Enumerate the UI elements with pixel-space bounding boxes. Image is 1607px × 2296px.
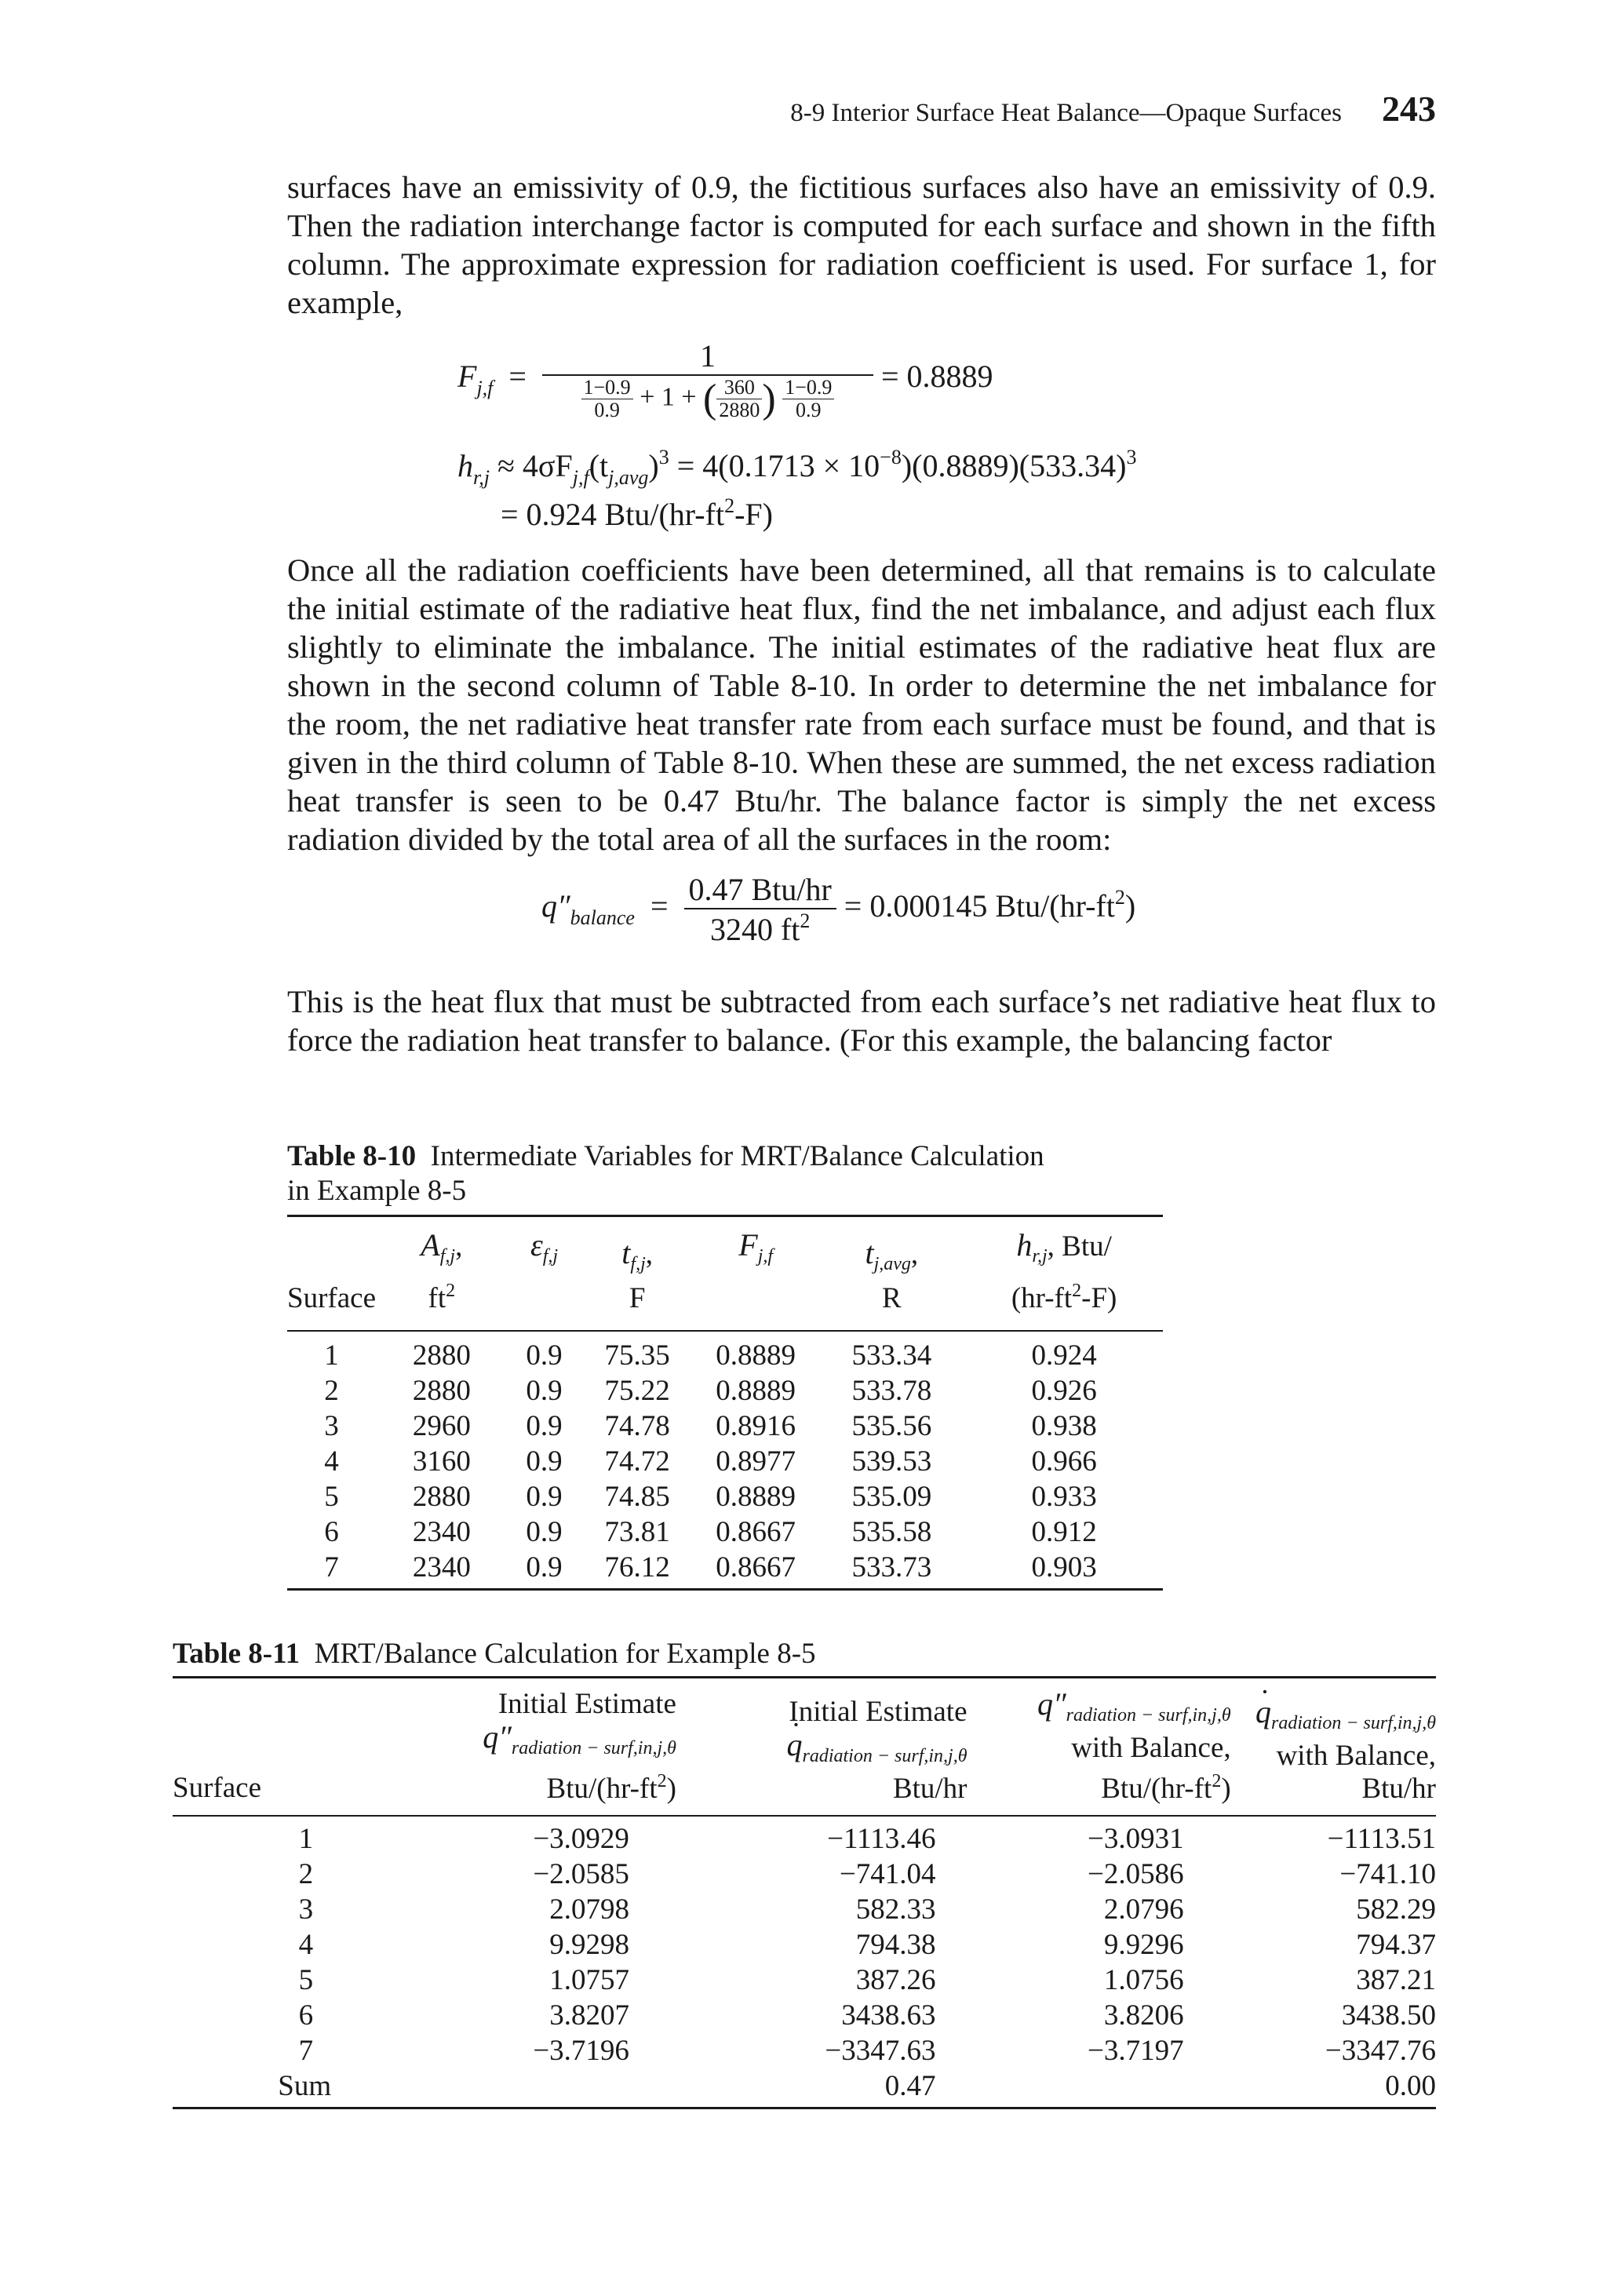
table-cell: 76.12: [604, 1551, 670, 1584]
table-8-10-body: [287, 1338, 1163, 1585]
table-cell: 535.56: [851, 1410, 932, 1442]
equation-result: = 0.924 Btu/$(hr-ft^2-F)$: [501, 494, 773, 532]
table-cell: −3.7196: [533, 2035, 629, 2067]
table-cell: 5: [324, 1481, 339, 1513]
sum-row: [173, 2068, 1436, 2104]
table-cell: 2340: [412, 1551, 471, 1584]
table-cell: 0.966: [1031, 1445, 1097, 1478]
table-row: [287, 1373, 1163, 1409]
table-cell: 0.9: [526, 1375, 563, 1407]
table-cell: 9.9298: [549, 1929, 629, 1961]
table-cell: 6: [324, 1516, 339, 1548]
table-cell: 2.0798: [549, 1893, 629, 1926]
table-cell: −1113.46: [827, 1823, 936, 1855]
table-cell: 0.8916: [716, 1410, 796, 1442]
header-emissivity: $\varepsilon_{f,j}$: [530, 1227, 559, 1266]
table-cell: 0.912: [1031, 1516, 1097, 1548]
table-cell: [967, 2068, 1231, 2104]
table-cell: 582.29: [1356, 1893, 1436, 1926]
table-cell: 535.58: [851, 1516, 932, 1548]
table-cell: −1113.51: [1327, 1823, 1436, 1855]
table-cell: 73.81: [604, 1516, 670, 1548]
table-cell: 74.78: [604, 1410, 670, 1442]
table-cell: 4: [298, 1929, 314, 1961]
table-cell: 75.22: [604, 1375, 670, 1407]
table-8-11-caption: Table 8-11 MRT/Balance Calculation for Example 8-5: [173, 1638, 816, 1670]
header-surface: Surface: [173, 1772, 261, 1804]
running-header: [287, 88, 1436, 135]
table-row: [173, 1927, 1436, 1963]
table-header-row: [173, 1678, 1436, 1813]
table-cell: 1.0757: [549, 1964, 629, 1996]
header-balanced-rate: · $q_{radiation - surf,in,j,\theta}$ with Balance, Btu/hr: [1231, 1678, 1436, 1813]
table-cell: 0.9: [526, 1481, 563, 1513]
table-cell: −2.0585: [533, 1858, 629, 1890]
table-cell: 5: [298, 1964, 314, 1996]
table-8-11: [173, 1676, 1436, 2109]
paragraph-2: Once all the radiation coefficients have been determined, all that remains is to calculate the initial estimate of the radiative heat flux, find the net imbalance, and adjust each flux slightly to eliminate the imbalance. The initial estimates of the radiative heat flux are shown in the second column of Table 8-10. In order to determine the net imbalance for the room, the net radiative heat transfer rate from each surface must be found, and that is given in the third column of Table 8-10. When these are summed, the net excess radiation heat transfer is seen to be 0.47 Btu/hr. The balance factor is simply the net excess radiation divided by the total area of all the surfaces in the room:: [287, 552, 1436, 857]
table-cell: 3: [298, 1893, 314, 1926]
table-cell: 0.8889: [716, 1481, 796, 1513]
table-cell: 0.9: [526, 1445, 563, 1478]
table-cell: 533.73: [851, 1551, 932, 1584]
table-cell: Sum: [278, 2070, 332, 2102]
table-cell: 2880: [412, 1481, 471, 1513]
table-row: [173, 1821, 1436, 1857]
table-cell: 74.85: [604, 1481, 670, 1513]
table-cell: 0.9: [526, 1551, 563, 1584]
table-cell: 0.9: [526, 1410, 563, 1442]
table-cell: 539.53: [851, 1445, 932, 1478]
equation-radiation-coefficient: $h_{r,j} \approx 4\sigma F_{j,f}(t_{j,avg})^3 = 4(0.1713 \times 10^{-8})(0.8889)(533.34)^3$: [457, 446, 1137, 489]
page-number: 243: [1382, 89, 1436, 129]
table-row: [173, 1963, 1436, 1998]
table-8-10-caption: Table 8-10 Intermediate Variables for MRT/Balance Calculation in Example 8-5: [287, 1140, 1044, 1207]
table-cell: 75.35: [604, 1339, 670, 1372]
table-cell: 74.72: [604, 1445, 670, 1478]
table-cell: −741.04: [839, 1858, 936, 1890]
table-cell: 4: [324, 1445, 339, 1478]
table-cell: 535.09: [851, 1481, 932, 1513]
equation-interchange-factor: $F_{j,f}$ = 1 $\frac{1-0.9}{0.9}$ + 1 + ( $\frac{360}{2880}$ ) $\frac{1-0.9}{0.9}$ = 0.8889: [457, 338, 993, 421]
equation-balance-flux: $q''_{balance}$ = $\frac{\text{0.47 Btu/hr}}{3240 ft^2}$ = 0.000145 Btu/$(hr-ft^2)$: [541, 872, 1136, 947]
table-cell: 7: [324, 1551, 339, 1584]
table-cell: 1: [324, 1339, 339, 1372]
table-cell: 0.8889: [716, 1339, 796, 1372]
table-cell: 0.903: [1031, 1551, 1097, 1584]
table-row: [173, 1892, 1436, 1927]
table-cell: 0.9: [526, 1339, 563, 1372]
header-interchange-factor: $F_{j,f}$: [738, 1227, 774, 1266]
table-cell: 533.78: [851, 1375, 932, 1407]
table-cell: 3438.50: [1341, 1999, 1436, 2032]
table-cell: 9.9296: [1103, 1929, 1184, 1961]
table-cell: 1.0756: [1103, 1964, 1184, 1996]
table-cell: 2880: [412, 1375, 471, 1407]
header-radiation-coefficient: $h_{r,j}$, Btu/ $(hr-ft^2-F)$: [1011, 1227, 1117, 1314]
header-temperature: $t_{f,j}$, F: [621, 1235, 653, 1314]
table-cell: −3347.63: [825, 2035, 936, 2067]
table-cell: 0.00: [1385, 2070, 1436, 2102]
table-cell: 2.0796: [1103, 1893, 1184, 1926]
table-cell: 2340: [412, 1516, 471, 1548]
table-cell: 0.938: [1031, 1410, 1097, 1442]
table-cell: 0.8889: [716, 1375, 796, 1407]
table-cell: 0.9: [526, 1516, 563, 1548]
header-avg-temperature: $t_{j,avg}$, R: [865, 1235, 919, 1314]
table-cell: 387.21: [1356, 1964, 1436, 1996]
table-cell: [406, 2068, 676, 2104]
table-row: [287, 1550, 1163, 1585]
header-initial-flux: Initial Estimate $q''_{radiation - surf,in,j,\theta}$ Btu/$(hr-ft^2)$: [483, 1688, 676, 1805]
table-cell: 7: [298, 2035, 314, 2067]
table-cell: 0.924: [1031, 1339, 1097, 1372]
table-cell: −3.0929: [533, 1823, 629, 1855]
table-cell: 3438.63: [841, 1999, 936, 2032]
table-cell: −2.0586: [1088, 1858, 1184, 1890]
table-8-10: [287, 1215, 1163, 1591]
header-balanced-flux: $q''_{radiation - surf,in,j,\theta}$ with Balance, Btu/$(hr-ft^2)$: [1037, 1686, 1231, 1805]
table-cell: −3.0931: [1088, 1823, 1184, 1855]
section-title: 8-9 Interior Surface Heat Balance—Opaque Surfaces: [790, 99, 1342, 127]
table-header-row: [287, 1216, 1163, 1326]
table-cell: 0.926: [1031, 1375, 1097, 1407]
table-cell: 582.33: [855, 1893, 936, 1926]
table-cell: 3: [324, 1410, 339, 1442]
header-surface: Surface: [287, 1282, 376, 1314]
header-initial-rate: Initial Estimate · $q_{radiation - surf,in,j,\theta}$ Btu/hr: [676, 1678, 967, 1813]
header-area: $A_{f,j}$, $ft^2$: [421, 1227, 463, 1314]
table-cell: 3160: [412, 1445, 471, 1478]
table-cell: 533.34: [851, 1339, 932, 1372]
paragraph-3: This is the heat flux that must be subtracted from each surface’s net radiative heat flux to force the radiation heat transfer to balance. (For this example, the balancing factor: [287, 984, 1436, 1058]
table-cell: 6: [298, 1999, 314, 2032]
table-8-11-body: [173, 1821, 1436, 2104]
table-row: [173, 2033, 1436, 2068]
table-cell: −741.10: [1339, 1858, 1436, 1890]
table-cell: 1: [298, 1823, 314, 1855]
table-cell: 2880: [412, 1339, 471, 1372]
table-row: [287, 1479, 1163, 1514]
table-cell: −3.7197: [1088, 2035, 1184, 2067]
table-cell: 0.47: [884, 2070, 936, 2102]
table-cell: 794.37: [1356, 1929, 1436, 1961]
table-cell: 0.8977: [716, 1445, 796, 1478]
table-row: [173, 1998, 1436, 2033]
table-cell: 0.8667: [716, 1551, 796, 1584]
paragraph-1: surfaces have an emissivity of 0.9, the fictitious surfaces also have an emissivity of 0.9. Then the radiation interchange factor is computed for each surface and shown in the fifth column. The approximate expression for radiation coefficient is used. For surface 1, for example,: [287, 169, 1436, 320]
table-row: [287, 1409, 1163, 1444]
table-row: [173, 1857, 1436, 1892]
table-cell: 2: [298, 1858, 314, 1890]
table-cell: 3.8207: [549, 1999, 629, 2032]
table-row: [287, 1444, 1163, 1479]
table-cell: 2960: [412, 1410, 471, 1442]
table-cell: 3.8206: [1103, 1999, 1184, 2032]
table-cell: 0.8667: [716, 1516, 796, 1548]
table-row: [287, 1338, 1163, 1373]
table-cell: 0.933: [1031, 1481, 1097, 1513]
table-row: [287, 1514, 1163, 1550]
table-cell: −3347.76: [1325, 2035, 1436, 2067]
table-cell: 387.26: [855, 1964, 936, 1996]
table-cell: 794.38: [855, 1929, 936, 1961]
table-cell: 2: [324, 1375, 339, 1407]
